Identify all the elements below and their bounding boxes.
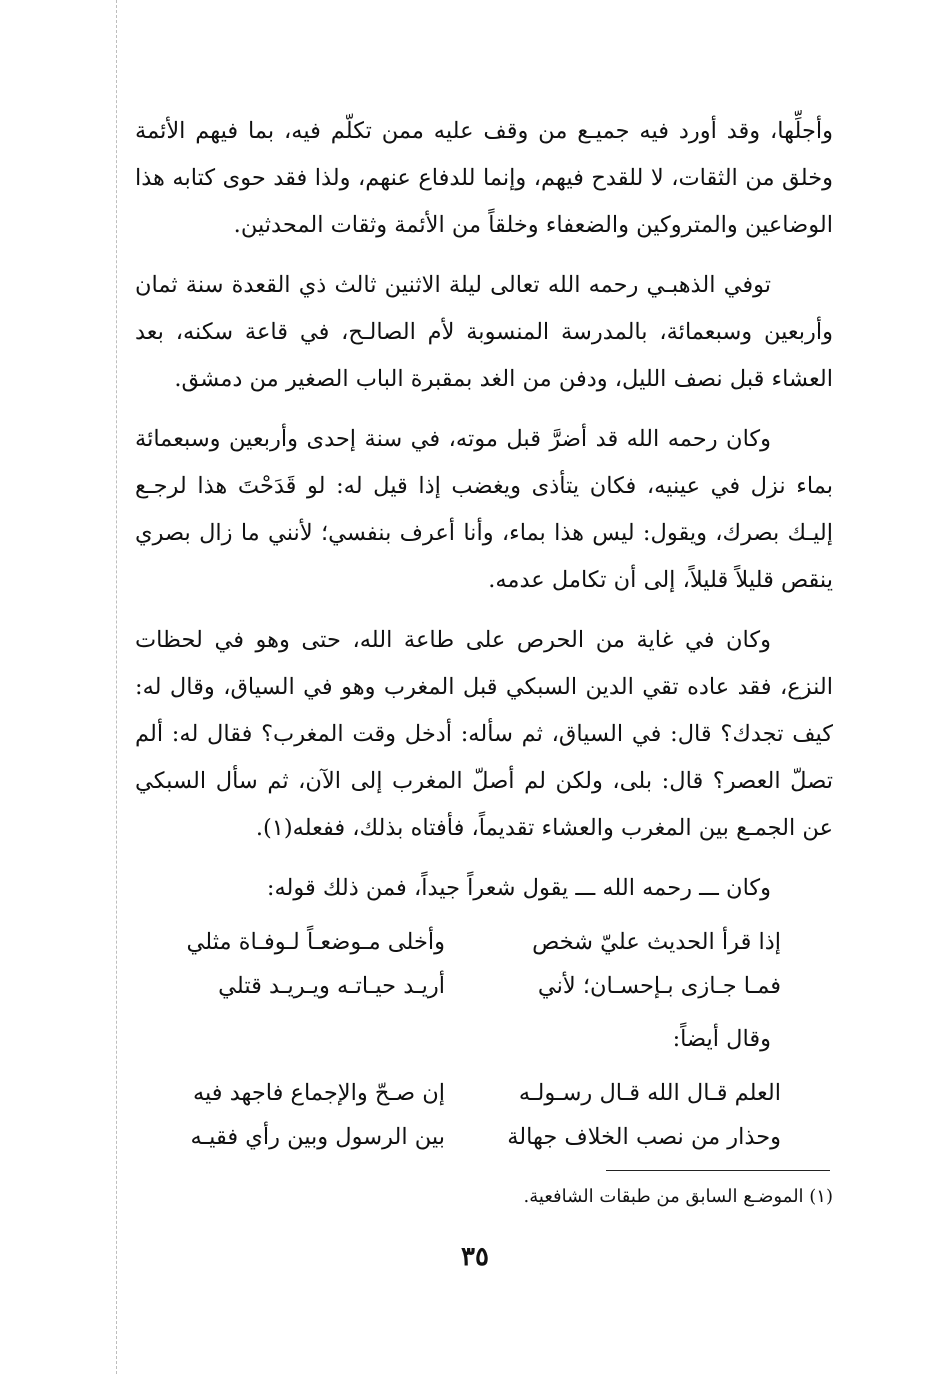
verse-line — [135, 1071, 833, 1115]
verse-first-hemistich: فمـا جـازى بـإحسـان؛ لأني — [537, 973, 781, 999]
verse-line — [135, 1115, 833, 1159]
poem-intro-1: وكان ـــ رحمه الله ـــ يقول شعراً جيداً، فمن ذلك قوله: — [266, 875, 771, 901]
verse-line — [135, 964, 833, 1008]
verse-second-hemistich: وأخلى مـوضعـاً لـوفـاة مثلي — [186, 929, 445, 955]
footnote: (١) الموضـع السابق من طبقات الشافعية. — [523, 1186, 833, 1207]
paragraph-1: وأجلِّها، وقد أورد فيه جميـع من وقف عليه ممن تكلّم فيه، بما فيهم الأئمة وخلق من الثقات، لا للقدح فيهم، وإنما للدفاع عنهم، ولذا فقد حوى كتابه هذا الوضاعين والمتروكين والضعفاء وخلقاً من الأئمة وثقات المحدثين. — [135, 118, 833, 238]
verse-first-hemistich: وحذار من نصب الخلاف جهالة — [507, 1124, 781, 1150]
paragraph-4: وكان في غاية من الحرص على طاعة الله، حتى وهو في لحظات النزع، فقد عاده تقي الدين السبكي قبل المغرب وهو في السياق، وقال له: كيف تجدك؟ قال: في السياق، ثم سأله: أدخل وقت المغرب؟ فقال له: ألم تصلّ العصر؟ قال: بلى، ولكن لم أصلّ المغرب إلى الآن، ثم سأل السبكي عن الجمـع بين المغرب والعشاء تقديماً، فأفتاه بذلك، ففعله(١). — [135, 627, 833, 841]
page-number: ٣٥ — [461, 1242, 489, 1272]
verse-first-hemistich: العلم قـال الله قـال رسـولـه — [518, 1080, 781, 1106]
verse-second-hemistich: بين الرسول وبين رأي فقيـه — [190, 1124, 445, 1150]
scan-fold-line — [116, 0, 118, 1374]
poem-intro-2: وقال أيضاً: — [672, 1026, 771, 1052]
poem-2 — [135, 1071, 833, 1159]
footnote-divider — [606, 1170, 830, 1171]
paragraph-2: توفي الذهبـي رحمه الله تعالى ليلة الاثنين ثالث ذي القعدة سنة ثمان وأربعين وسبعمائة، بالمدرسة المنسوبة لأم الصالـح، في قاعة سكنه، بعد العشاء قبل نصف الليل، ودفن من الغد بمقبرة الباب الصغير من دمشق. — [135, 272, 833, 392]
verse-first-hemistich: إذا قرأ الحديث عليّ شخص — [532, 929, 781, 955]
verse-second-hemistich: إن صـحّ والإجماع فاجهد فيه — [192, 1080, 445, 1106]
verse-line — [135, 920, 833, 964]
verse-second-hemistich: أريـد حيـاتـه ويـريـد قتلي — [218, 973, 445, 999]
page-body — [135, 108, 833, 1167]
paragraph-3: وكان رحمه الله قد أضرَّ قبل موته، في سنة إحدى وأربعين وسبعمائة بماء نزل في عينيه، فكان يتأذى ويغضب إذا قيل له: لو قَدَحْتَ هذا لرجـع إليـك بصرك، ويقول: ليس هذا بماء، وأنا أعرف بنفسي؛ لأنني ما زال بصري ينقص قليلاً قليلاً، إلى أن تكامل عدمه. — [135, 426, 833, 593]
poem-1 — [135, 920, 833, 1008]
